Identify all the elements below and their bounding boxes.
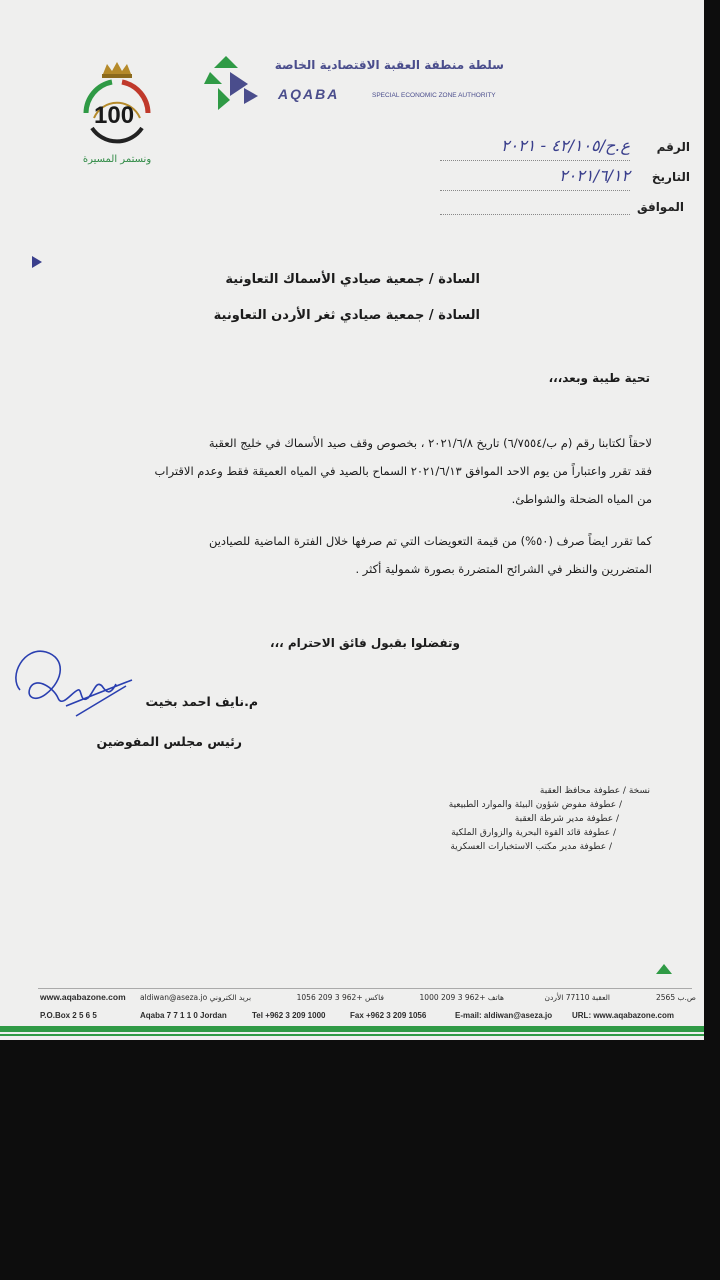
paragraph-2-line-1: كما تقرر ايضاً صرف (٥٠%) من قيمة التعويضات التي تم صرفها خلال الفترة الماضية للصيادين — [208, 534, 652, 548]
ref-date-dots — [440, 190, 630, 191]
footer-city-en: Aqaba 7 7 1 1 0 Jordan — [140, 1011, 227, 1020]
footer-tel-ar: هاتف +962 3 209 1000 — [419, 993, 504, 1002]
ref-number-label: الرقم — [656, 140, 690, 154]
footer-green-bar — [0, 1026, 704, 1032]
margin-marker-icon — [32, 256, 42, 268]
logo-arabic-name: سلطة منطقة العقبة الاقتصادية الخاصة — [274, 58, 504, 72]
centennial-logo — [72, 58, 162, 176]
cc-heading: نسخة / عطوفة محافظ العقبة — [539, 786, 650, 796]
footer-city-ar: العقبة 77110 الأردن — [544, 993, 610, 1002]
paragraph-1-line-1: لاحقاً لكتابنا رقم (م ب/٦/٧٥٥٤) تاريخ ٢٠٢١/٦/٨ ، بخصوص وقف صيد الأسماك في خليج العقبة — [208, 436, 652, 450]
cc-item: / عطوفة قائد القوة البحرية والزوارق الملكية — [451, 828, 616, 838]
footer-tel-en: Tel +962 3 209 1000 — [252, 1011, 326, 1020]
paragraph-1-line-2: فقد تقرر واعتباراً من يوم الاحد الموافق ٢٠٢١/٦/١٣ السماح بالصيد في المياه العميقة فقط وعدم الاقتراب — [154, 464, 652, 478]
recipient-2: السادة / جمعية صيادي ثغر الأردن التعاونية — [213, 308, 480, 323]
logo-authority-sub: SPECIAL ECONOMIC ZONE AUTHORITY — [372, 92, 496, 99]
footer-top-line — [38, 988, 692, 989]
footer-green-thin-bar — [0, 1034, 704, 1036]
handwritten-signature — [6, 636, 136, 726]
ref-hijri-label: الموافق — [637, 200, 684, 214]
footer-email-ar: aldiwan@aseza.jo بريد الكتروني — [140, 993, 252, 1002]
aseza-triangle-icon — [204, 54, 262, 110]
ref-hijri-dots — [440, 214, 630, 215]
logo-aqaba-word: AQABA — [278, 86, 340, 102]
signatory-name: م.نايف احمد بخيت — [145, 694, 258, 709]
paragraph-2-line-2: المتضررين والنظر في الشرائح المتضررة بصورة شمولية أكثر . — [355, 562, 652, 576]
centennial-slogan: ونستمر المسيرة — [82, 154, 152, 165]
footer-fax-ar: فاكس +962 3 209 1056 — [296, 993, 384, 1002]
ref-number-value: ع.ح/٤٢/١٠٥ - ٢٠٢١ — [500, 136, 630, 155]
footer-triangle-icon — [656, 964, 672, 974]
ref-date-label: التاريخ — [651, 170, 690, 184]
cc-item: / عطوفة مدير شرطة العقبة — [514, 814, 619, 824]
footer-website[interactable]: www.aqabazone.com — [40, 992, 126, 1002]
greeting: تحية طيبة وبعد،،، — [548, 371, 650, 385]
ref-date-value: ٢٠٢١/٦/١٢ — [559, 166, 630, 185]
aseza-logo — [204, 54, 524, 114]
paragraph-1-line-3: من المياه الضحلة والشواطئ. — [511, 492, 652, 506]
recipient-1: السادة / جمعية صيادي الأسماك التعاونية — [225, 272, 480, 287]
footer-url-en[interactable]: URL: www.aqabazone.com — [572, 1011, 674, 1020]
signatory-title: رئيس مجلس المفوضين — [96, 734, 242, 749]
cc-item: / عطوفة مدير مكتب الاستخبارات العسكرية — [450, 842, 612, 852]
footer-pobox-ar: ص.ب 2565 — [656, 993, 696, 1002]
footer-pobox-en: P.O.Box 2 5 6 5 — [40, 1011, 97, 1020]
footer-email-en[interactable]: E-mail: aldiwan@aseza.jo — [455, 1011, 553, 1020]
centennial-number: 100 — [94, 102, 135, 129]
ref-number-dots — [440, 160, 630, 161]
footer-fax-en: Fax +962 3 209 1056 — [350, 1011, 427, 1020]
cc-item: / عطوفة مفوض شؤون البيئة والموارد الطبيعية — [448, 800, 622, 810]
closing-line: وتفضلوا بقبول فائق الاحترام ،،، — [270, 636, 460, 650]
